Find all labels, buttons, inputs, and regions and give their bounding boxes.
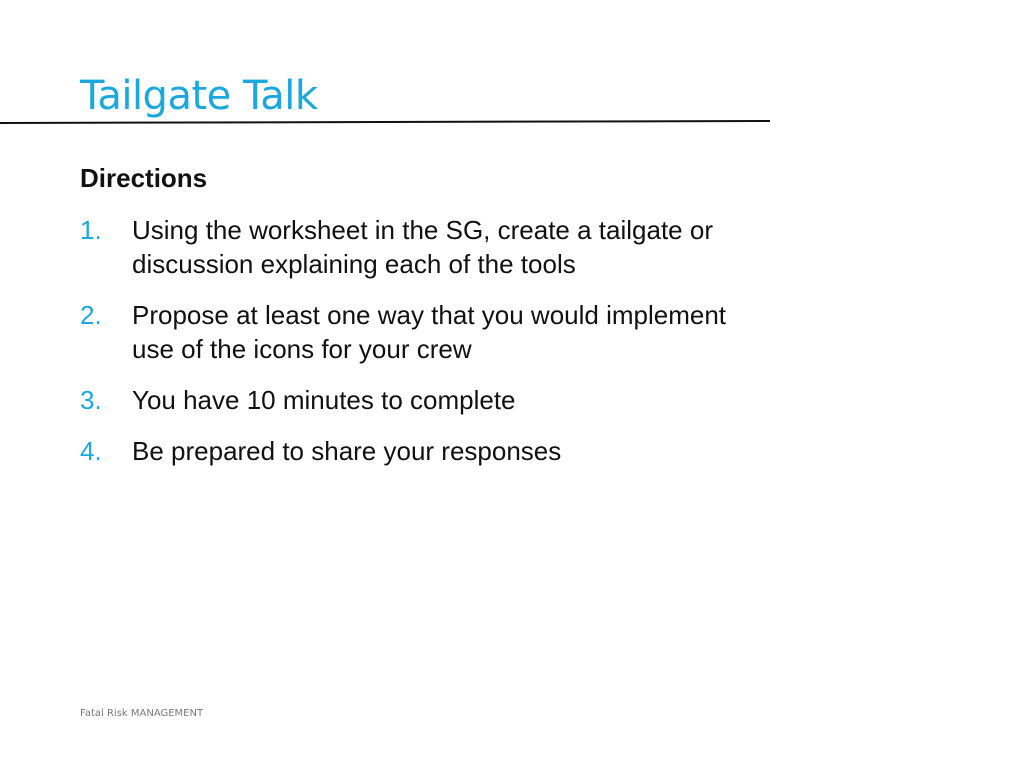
step-text: Propose at least one way that you would implement use of the icons for your crew xyxy=(132,300,727,364)
slide-title: Tailgate Talk xyxy=(80,73,318,119)
directions-heading: Directions xyxy=(80,163,208,193)
step-text: Using the worksheet in the SG, create a tailgate or discussion explaining each of the tools xyxy=(132,215,713,279)
list-item xyxy=(80,298,760,366)
list-item xyxy=(80,213,760,281)
step-text: You have 10 minutes to complete xyxy=(132,385,516,415)
step-number: 3. xyxy=(80,385,102,415)
list-item xyxy=(80,434,760,468)
step-text: Be prepared to share your responses xyxy=(132,436,562,466)
footer-label: Fatal Risk MANAGEMENT xyxy=(80,708,204,719)
step-number: 4. xyxy=(80,436,102,466)
step-number: 1. xyxy=(80,215,102,245)
title-divider xyxy=(0,120,770,124)
directions-list xyxy=(80,213,760,485)
step-number: 2. xyxy=(80,300,102,330)
list-item xyxy=(80,383,760,417)
